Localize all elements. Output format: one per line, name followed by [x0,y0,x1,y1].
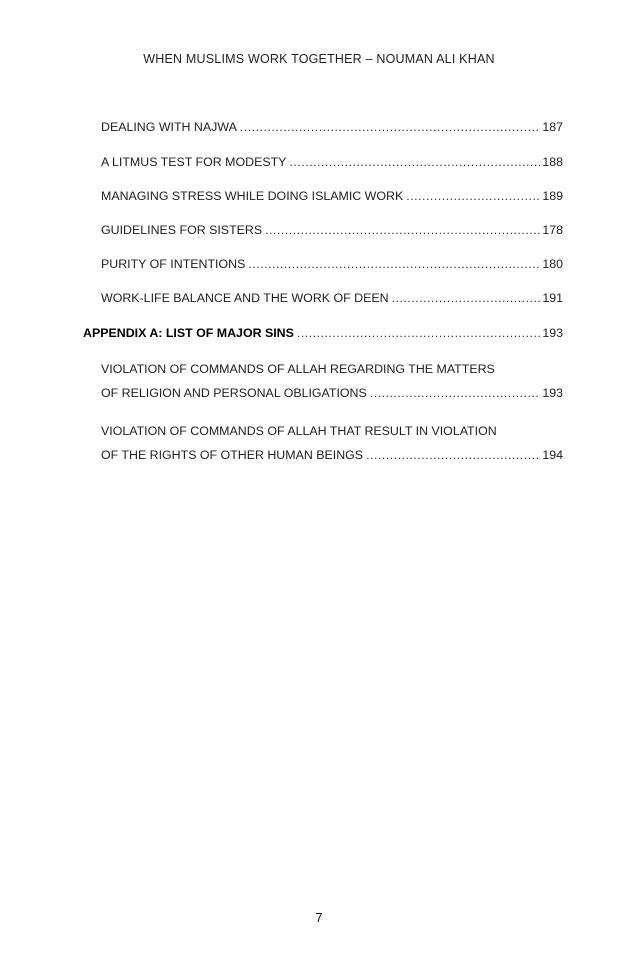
toc-entry-litmus-test[interactable] [101,152,563,172]
toc-entry-violation-human-rights[interactable] [101,419,563,467]
toc-entry-page: 189 [542,189,563,203]
dot-leader [370,381,541,405]
dot-leader [265,220,540,240]
toc-entry-title-line2: OF RELIGION AND PERSONAL OBLIGATIONS [101,386,367,400]
toc-entry-guidelines-for-sisters[interactable] [101,220,563,240]
toc-entry-title: GUIDELINES FOR SISTERS [101,223,263,237]
dot-leader [240,117,540,137]
toc-entry-page: 193 [542,386,563,400]
toc-entry-page: 178 [542,223,563,237]
toc-entry-title-line1: VIOLATION OF COMMANDS OF ALLAH THAT RESULT IN VIOLATION [101,424,497,438]
dot-leader [289,152,540,172]
toc-entry-title: DEALING WITH NAJWA [101,120,237,134]
running-header: WHEN MUSLIMS WORK TOGETHER – NOUMAN ALI KHAN [143,52,495,66]
toc-entry-title-line2: OF THE RIGHTS OF OTHER HUMAN BEINGS [101,448,364,462]
dot-leader [406,186,540,206]
toc-entry-title: A LITMUS TEST FOR MODESTY [101,155,287,169]
toc-entry-page: 188 [542,155,563,169]
toc-entry-work-life-balance[interactable] [101,288,563,308]
dot-leader [248,254,540,274]
toc-entry-title: PURITY OF INTENTIONS [101,257,246,271]
table-of-contents [0,117,638,467]
toc-entry-page: 194 [542,448,563,462]
toc-entry-page: 187 [542,120,563,134]
toc-entry-violation-religion[interactable] [101,357,563,405]
page-number: 7 [315,910,323,925]
toc-entry-purity-of-intentions[interactable] [101,254,563,274]
toc-entry-appendix-a[interactable] [83,323,563,343]
toc-entry-page: 193 [542,326,563,340]
toc-entry-title: WORK-LIFE BALANCE AND THE WORK OF DEEN [101,291,389,305]
toc-entry-title: MANAGING STRESS WHILE DOING ISLAMIC WORK [101,189,404,203]
toc-entry-page: 191 [542,291,563,305]
dot-leader [366,443,540,467]
toc-entry-title: APPENDIX A: LIST OF MAJOR SINS [83,326,294,340]
toc-entry-page: 180 [542,257,563,271]
toc-entry-managing-stress[interactable] [101,186,563,206]
dot-leader [297,323,540,343]
toc-entry-dealing-with-najwa[interactable] [101,117,563,137]
dot-leader [392,288,541,308]
toc-entry-title-line1: VIOLATION OF COMMANDS OF ALLAH REGARDING THE MATTERS [101,362,495,376]
